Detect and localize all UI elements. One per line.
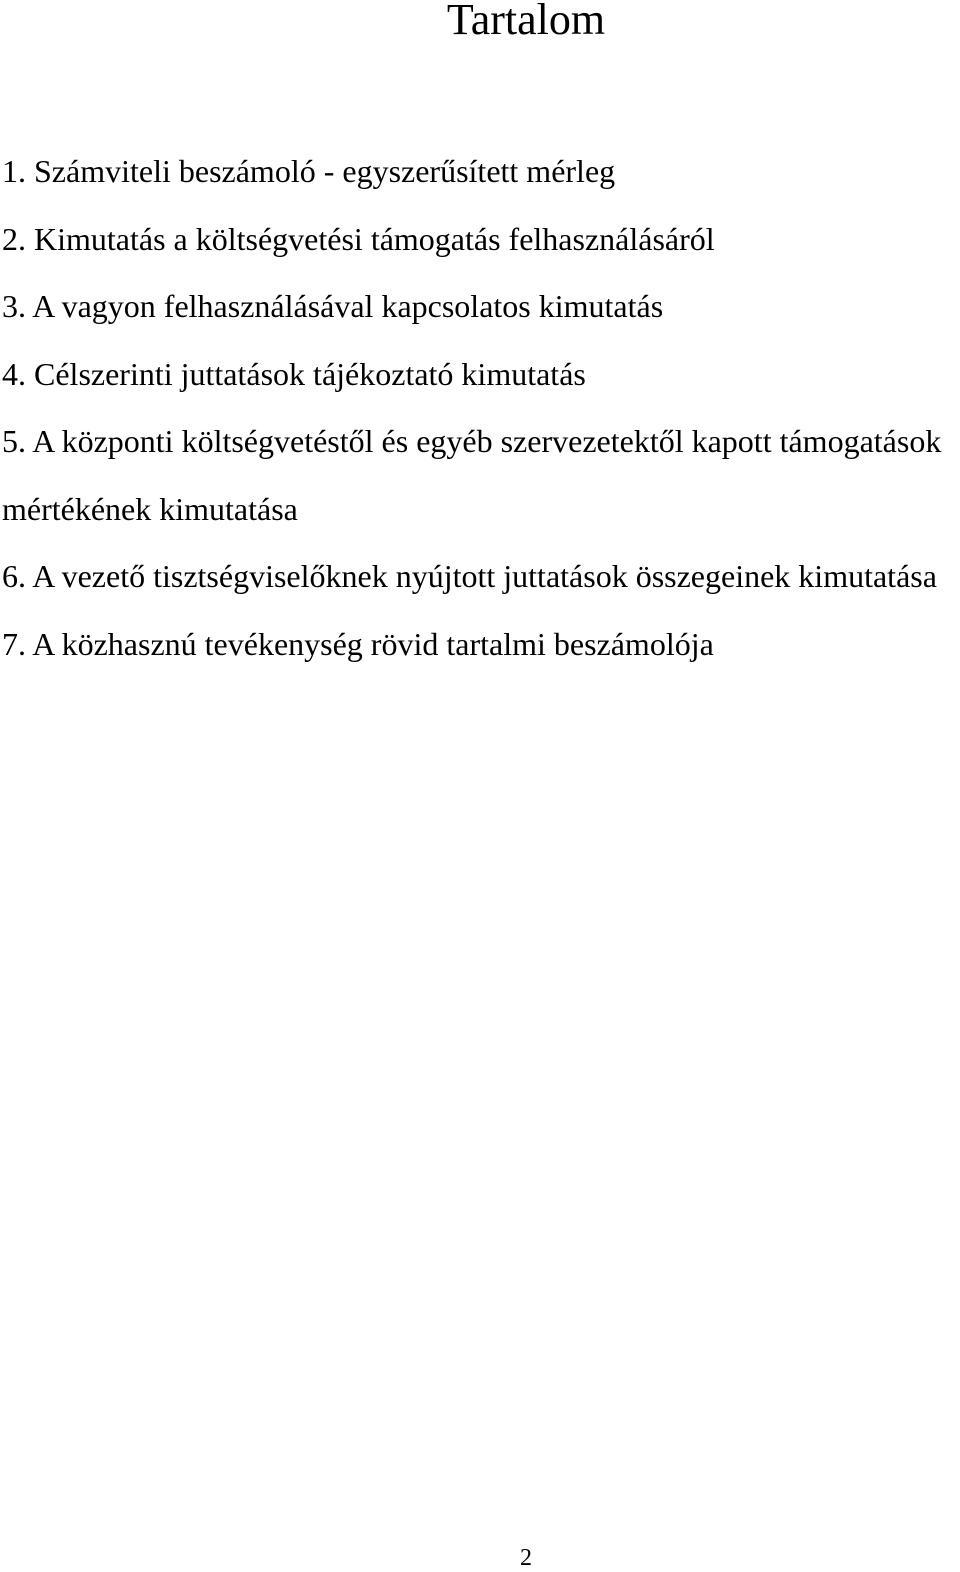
toc-item-4: 4. Célszerinti juttatások tájékoztató kimutatás bbox=[2, 355, 586, 392]
toc-item-6: 6. A vezető tisztségviselőknek nyújtott juttatások összegeinek kimutatása bbox=[2, 558, 937, 594]
toc-item-3: 3. A vagyon felhasználásával kapcsolatos kimutatás bbox=[2, 288, 664, 324]
table-of-contents bbox=[2, 138, 960, 678]
toc-item-5: 5. A központi költségvetéstől és egyéb szervezetektől kapott támogatások mértékének kimutatása bbox=[2, 423, 942, 527]
toc-item-1: 1. Számviteli beszámoló - egyszerűsített mérleg bbox=[2, 153, 616, 189]
toc-item-2: 2. Kimutatás a költségvetési támogatás felhasználásáról bbox=[2, 220, 715, 257]
page-title: Tartalom bbox=[446, 0, 606, 44]
page-number: 2 bbox=[520, 1545, 532, 1571]
toc-item-7: 7. A közhasznú tevékenység rövid tartalmi beszámolója bbox=[2, 625, 714, 662]
